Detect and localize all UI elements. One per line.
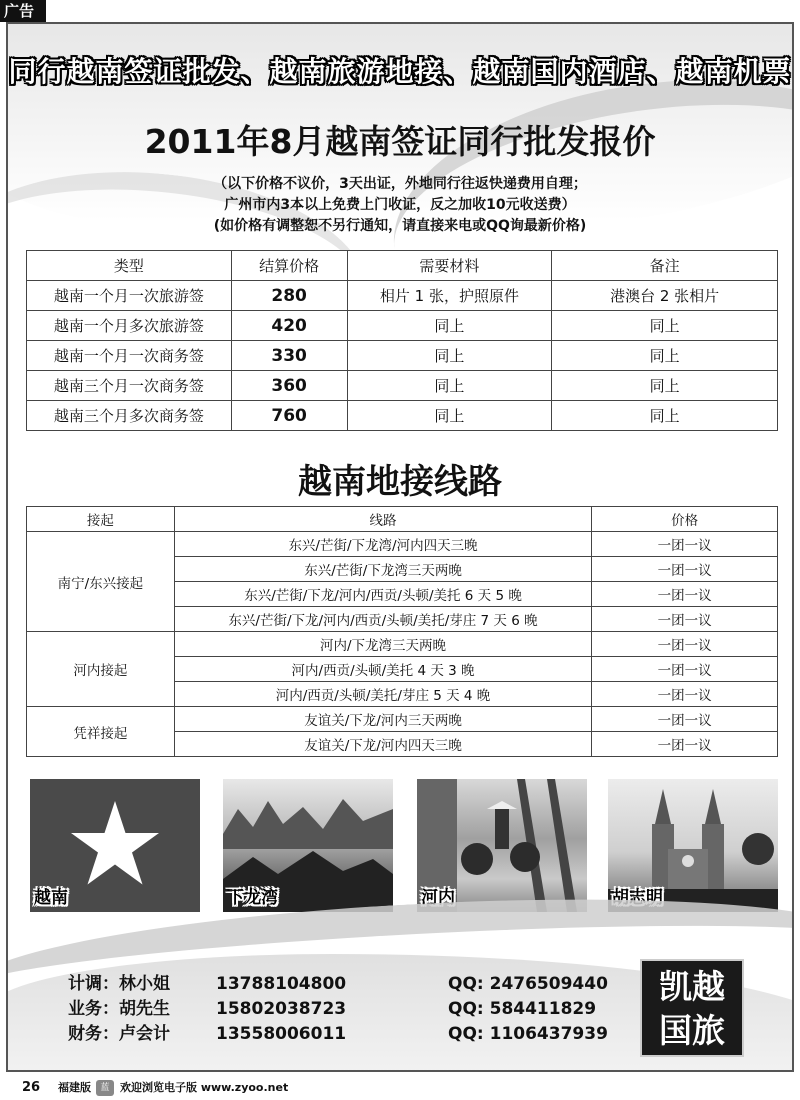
header-price: 价格 bbox=[592, 507, 778, 532]
table-row bbox=[27, 311, 778, 341]
photo-caption: 河内 bbox=[421, 888, 455, 908]
table-row bbox=[27, 401, 778, 431]
route-start: 南宁/东兴接起 bbox=[27, 532, 175, 632]
contact-phone: 13788104800 bbox=[216, 974, 347, 994]
visa-remarks: 港澳台 2 张相片 bbox=[552, 281, 778, 311]
photo-vietnam-flag bbox=[30, 779, 200, 912]
page-number: 26 bbox=[22, 1080, 41, 1095]
advertisement-page bbox=[6, 22, 794, 1072]
photo-ho-chi-minh bbox=[608, 779, 778, 912]
visa-price: 760 bbox=[231, 401, 347, 431]
route-price: 一团一议 bbox=[592, 657, 778, 682]
route-name: 东兴/芒街/下龙湾/河内四天三晚 bbox=[174, 532, 591, 557]
price-notes bbox=[8, 174, 792, 237]
header-route: 线路 bbox=[174, 507, 591, 532]
routes-title: 越南地接线路 bbox=[298, 462, 502, 502]
route-name: 东兴/芒街/下龙/河内/西贡/头顿/美托/芽庄 7 天 6 晚 bbox=[174, 607, 591, 632]
route-price: 一团一议 bbox=[592, 582, 778, 607]
photo-hanoi bbox=[417, 779, 587, 912]
visa-remarks: 同上 bbox=[552, 401, 778, 431]
visa-type: 越南一个月一次商务签 bbox=[27, 341, 232, 371]
visa-price: 360 bbox=[231, 371, 347, 401]
table-header-row bbox=[27, 251, 778, 281]
visa-remarks: 同上 bbox=[552, 311, 778, 341]
edition-badge-icon: 蓝 bbox=[96, 1080, 114, 1096]
route-start: 河内接起 bbox=[27, 632, 175, 707]
page-title: 2011年8月越南签证同行批发报价 bbox=[144, 122, 656, 161]
photo-caption: 胡志明 bbox=[612, 888, 663, 908]
visa-remarks: 同上 bbox=[552, 371, 778, 401]
route-name: 东兴/芒街/下龙/河内/西贡/头顿/美托 6 天 5 晚 bbox=[174, 582, 591, 607]
contact-block bbox=[68, 972, 628, 1047]
contact-role: 财务：卢会计 bbox=[68, 1024, 170, 1044]
header-type: 类型 bbox=[27, 251, 232, 281]
route-price: 一团一议 bbox=[592, 707, 778, 732]
visa-type: 越南一个月一次旅游签 bbox=[27, 281, 232, 311]
visa-materials: 同上 bbox=[347, 401, 552, 431]
table-row bbox=[27, 707, 778, 732]
route-price: 一团一议 bbox=[592, 557, 778, 582]
route-name: 东兴/芒街/下龙湾三天两晚 bbox=[174, 557, 591, 582]
edition-label: 福建版 bbox=[58, 1081, 91, 1094]
contact-phone: 15802038723 bbox=[216, 999, 347, 1019]
photo-halong-bay bbox=[223, 779, 393, 912]
footer-url[interactable]: 欢迎浏览电子版 www.zyoo.net bbox=[120, 1081, 289, 1094]
visa-type: 越南一个月多次旅游签 bbox=[27, 311, 232, 341]
table-row bbox=[27, 341, 778, 371]
route-start: 凭祥接起 bbox=[27, 707, 175, 757]
services-banner: 同行越南签证批发、越南旅游地接、越南国内酒店、越南机票 bbox=[8, 55, 792, 88]
visa-remarks: 同上 bbox=[552, 341, 778, 371]
visa-materials: 相片 1 张，护照原件 bbox=[347, 281, 552, 311]
table-header-row bbox=[27, 507, 778, 532]
company-logo bbox=[640, 959, 744, 1057]
contact-qq: QQ: 2476509440 bbox=[448, 974, 608, 994]
table-row bbox=[27, 371, 778, 401]
route-name: 河内/西贡/头顿/美托/芽庄 5 天 4 晚 bbox=[174, 682, 591, 707]
contact-phone: 13558006011 bbox=[216, 1024, 347, 1044]
page-footer bbox=[0, 1076, 800, 1100]
routes-table bbox=[26, 506, 778, 757]
header-materials: 需要材料 bbox=[347, 251, 552, 281]
contact-qq: QQ: 1106437939 bbox=[448, 1024, 608, 1044]
photo-caption: 越南 bbox=[34, 888, 68, 908]
visa-type: 越南三个月一次商务签 bbox=[27, 371, 232, 401]
contact-row bbox=[68, 1022, 628, 1047]
header-start: 接起 bbox=[27, 507, 175, 532]
route-price: 一团一议 bbox=[592, 532, 778, 557]
visa-materials: 同上 bbox=[347, 371, 552, 401]
route-name: 河内/下龙湾三天两晚 bbox=[174, 632, 591, 657]
visa-price: 330 bbox=[231, 341, 347, 371]
route-name: 友谊关/下龙/河内三天两晚 bbox=[174, 707, 591, 732]
visa-type: 越南三个月多次商务签 bbox=[27, 401, 232, 431]
contact-row bbox=[68, 972, 628, 997]
visa-price-table bbox=[26, 250, 778, 431]
route-name: 友谊关/下龙/河内四天三晚 bbox=[174, 732, 591, 757]
visa-materials: 同上 bbox=[347, 341, 552, 371]
route-price: 一团一议 bbox=[592, 607, 778, 632]
logo-line: 国旅 bbox=[659, 1011, 725, 1050]
contact-role: 业务：胡先生 bbox=[68, 999, 170, 1019]
contact-qq: QQ: 584411829 bbox=[448, 999, 597, 1019]
route-name: 河内/西贡/头顿/美托 4 天 3 晚 bbox=[174, 657, 591, 682]
photo-strip bbox=[30, 779, 780, 914]
logo-line: 凯越 bbox=[659, 967, 725, 1006]
header-remarks: 备注 bbox=[552, 251, 778, 281]
note-line: (如价格有调整恕不另行通知，请直接来电或QQ询最新价格) bbox=[213, 218, 587, 234]
contact-row bbox=[68, 997, 628, 1022]
route-price: 一团一议 bbox=[592, 632, 778, 657]
visa-materials: 同上 bbox=[347, 311, 552, 341]
note-line: （以下价格不议价，3天出证，外地同行往返快递费用自理； bbox=[213, 176, 587, 192]
table-row bbox=[27, 281, 778, 311]
visa-price: 420 bbox=[231, 311, 347, 341]
header-price: 结算价格 bbox=[231, 251, 347, 281]
note-line: 广州市内3本以上免费上门收证，反之加收10元收送费） bbox=[224, 197, 576, 213]
photo-caption: 下龙湾 bbox=[227, 888, 278, 908]
ad-tag: 广告 bbox=[0, 0, 46, 22]
contact-role: 计调：林小姐 bbox=[68, 974, 170, 994]
route-price: 一团一议 bbox=[592, 732, 778, 757]
route-price: 一团一议 bbox=[592, 682, 778, 707]
visa-price: 280 bbox=[231, 281, 347, 311]
table-row bbox=[27, 632, 778, 657]
table-row bbox=[27, 532, 778, 557]
